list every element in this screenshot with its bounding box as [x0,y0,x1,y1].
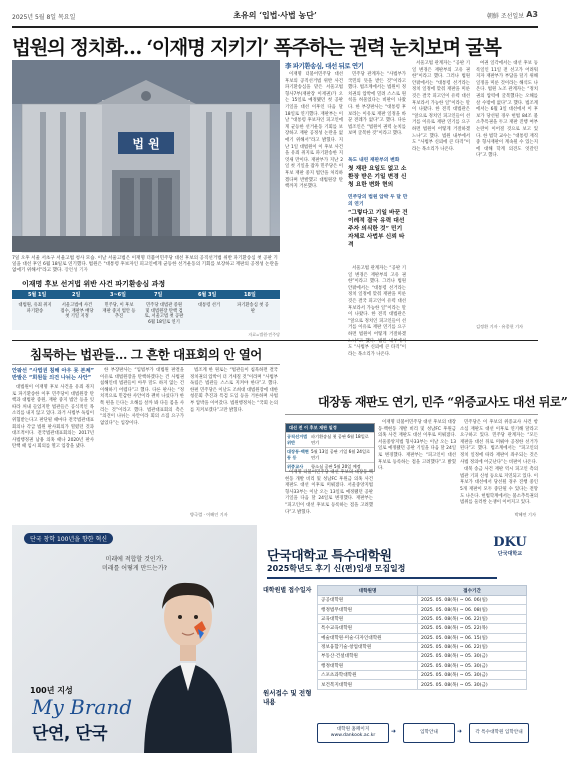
trial-status: 파기환송심 첫 공판 6월 18일로 연기 [311,434,369,445]
table-header: 접수기간 [418,586,527,596]
table-cell: 2025. 05. 08(목) ~ 06. 15(일) [418,633,527,642]
ad-slogan: 단연, 단국 [32,724,108,744]
right-story-rule [285,414,538,415]
timeline-date: 6월 3일 [198,292,217,298]
right-story-byline: 박혜연 기자 [514,512,536,517]
issue-date: 2025년 5월 8일 목요일 [12,14,76,21]
timeline-date: 3~6일 [110,292,126,298]
paragraph: 민주당은 이 후보의 위증교사 사건 항소심 재판도 대선 이후로 연기해 달라고 요구하고 있다. 민주당 관계자는 “모든 재판을 대선 뒤로 미뤄야 공정한 선거가 된다”고 했다. 법조계에서는 “피고인의 정치 일정에 따라 재판이 좌우되는 것은 사법 정의에 어긋난다”는 비판이 나온다. [460,420,538,465]
table-row [318,596,527,605]
left-story-byline: 방극렬 · 이해인 기자 [190,512,228,517]
court-building-illustration [12,60,280,252]
arrow-right-icon: ➜ [457,728,463,735]
page-header [12,8,538,22]
ad-info-panel [257,525,538,753]
timeline-source: 자료=법원·민주당 [248,332,280,337]
photo-caption-text: 7일 오후 서울 서초구 서울고법 청사 모습. 이날 서울고법은 이재명 더불어민주당 대선 후보의 공직선거법 위반 파기환송심 첫 공판 기일을 대선 후인 6월 18일로 연기했다. 법원은 "대통령 후보자인 피고인에게 균등한 선거운동의 기회를 보장하고 재판의 공정성 논란을 없애기 위해서"라고 했다. [12,256,279,273]
ad-brand-script: My Brand [32,695,132,719]
left-story-col-3 [190,368,278,510]
trial-name: 대장동·백현동 등 [287,449,309,460]
ad-tagline: 단국 창학 100년을 향한 혁신 [24,533,113,544]
admission-schedule-table [317,585,527,690]
timeline-title: 이재명 후보 선거법 위반 사건 파기환송심 과정 [22,280,166,288]
right-story-col-3 [460,420,538,512]
paragraph: 서울고법 관계자는 “공판 기일 변경은 재판부의 고유 권한”이라고 했다. 그러나 법원 안팎에서는 “대통령 선거라는 정치 일정에 맞춰 재판을 미룬 것은 결국 피고인이 유력 대선 후보라서 가능한 일”이라는 말이 나왔다. 한 전직 대법관은 “앞으로 정치인 피고인들이 선거를 이유로 재판 연기를 요구하면 법원이 어떻게 거절하겠느냐”고 했다. 법원 내부에서도 “사법부 신뢰에 큰 타격”이라는 목소리가 나온다. [348,266,406,357]
ad-quote-line: 미래에 적합할 것인가. [105,556,164,563]
table-cell: 스포츠과학대학원 [318,671,418,680]
right-top-col-3 [412,61,470,332]
right-story-col-1b [285,470,373,518]
paragraph: 이재명 더불어민주당 대선 후보의 대장동·백현동 개발 비리 및 성남FC 후원금 의혹 사건 재판도 대선 이후로 미뤄졌다. 서울중앙지법 형사33부는 이날 오는 13일로 예정됐던 공판 기일을 다음 달 24일로 변경했다. 재판부는 “피고인이 대선 후보로 등록하는 점을 고려했다”고 밝혔다. [378,420,456,472]
trial-schedule-box [285,423,375,472]
table-cell: 정보융합기술·창업대학원 [318,642,418,651]
ad-quote-line: 미래를 어떻게 만드는가? [102,565,167,572]
paragraph: 서울고법 관계자는 “공판 기일 변경은 재판부의 고유 권한”이라고 했다. 그러나 법원 안팎에서는 “대통령 선거라는 정치 일정에 맞춰 재판을 미룬 것은 결국 피고인이 유력 대선 후보라서 가능한 일”이라는 말이 나왔다. 한 전직 대법관은 “앞으로 정치인 피고인들이 선거를 이유로 재판 연기를 요구하면 법원이 어떻게 거절하겠느냐”고 했다. 법원 내부에서도 “사법부 신뢰에 큰 타격”이라는 목소리가 나온다. [412,61,470,152]
paragraph: 대법원이 이재명 후보 사건을 유죄 취지로 파기환송한 이후 민주당이 대법원장 탄핵과 대법관 증원, 재판 중지 법안 등을 잇따라 꺼내 들었지만 법관들은 공식적인 목소리를 내지 않고 있다. 과거 사법부 독립이 위협받는다고 판단될 때마다 전국법관대표회의나 각급 법원 판사회의가 열렸던 것과 대조적이다. 전국법관대표회의는 2017년 사법행정권 남용 의혹 때나 2020년 판사 탄핵 때 임시 회의를 열고 입장을 냈다. [12,385,94,450]
left-story-lead: 안팎선 “사법권 침해 아우 못 본체” 반발은 “희원들 의견 나뉘는 사안” [12,368,94,381]
table-cell: 보건복지대학원 [318,680,418,689]
left-story-col-2 [100,368,184,518]
table-cell: 2025. 05. 08(목) ~ 06. 06(일) [418,596,527,605]
pull-quote-2: “그렇다고 기일 바꾼 건 이례적 결국 유력 대선주자 의식한 것” 민기 자체로 사법부 신뢰 타격 [348,210,408,248]
header-rule [12,26,538,28]
ad-title: 단국대학교 특수대학원 [267,549,392,564]
table-row [318,624,527,633]
table-row [318,614,527,623]
paragraph: 민주당 관계자는 “사법부가 국민의 뜻을 받든 것”이라고 했다. 법조계에서는 법원이 정치권의 압박에 밀려 스스로 원칙을 허물었다는 비판이 나왔다. 한 부장판사는 “대통령 후보라는 이유로 재판 일정을 바꾼 전례가 없다”고 했다. 다른 법조인은 “법원이 권력 눈치를 보며 굴복한 것”이라고 했다. [348,72,406,137]
ad-divider [267,577,497,579]
paragraph: 이재명 더불어민주당 대선 후보의 공직선거법 위반 사건 파기환송심을 맡은 서울고법 형사7부(재판장 이재권)가 오는 15일로 예정됐던 첫 공판 기일을 대선 이후인 다음 달 18일로 연기했다. 재판부는 이날 “대통령 후보자인 피고인에게 균등한 선거운동 기회를 보장하고 재판 공정성 논란을 없애기 위해서”라고 밝혔다. 지난 1일 대법원이 이 후보 사건을 유죄 취지로 파기환송한 지 엿새 만이다. 재판부가 지난 2일 첫 기일을 잡자 민주당은 이 후보 재판 중지 법안을 처리하겠다며 반발했고 대법원장 탄핵까지 거론했다. [285,72,343,190]
section-title: 초유의 ‘입법·사법 농단’ [233,10,317,20]
main-headline: 법원의 정치화… ‘이재명 지키기’ 폭주하는 권력 눈치보며 굴복 [12,36,501,59]
table-row [318,605,527,614]
table-cell: 특수교육대학원 [318,624,418,633]
right-story-headline: 대장동 재판도 연기, 민주 “위증교사도 대선 뒤로” [318,395,567,409]
trial-schedule-title: 대선 전 이 후보 재판 일정 [286,424,374,432]
timeline-events [12,300,280,330]
apply-steps [317,721,529,745]
table-cell: 2025. 05. 08(목) ~ 05. 30(금) [418,652,527,661]
dku-logo-name: 단국대학교 [497,551,523,557]
paragraph: 대북 송금 사건 재판 역시 피고인 측의 법관 기피 신청 등으로 지연되고 있다. 이 후보가 대선에서 당선될 경우 진행 중인 5개 재판이 모두 중단될 수 있다는 전망도 나온다. 헌법학계에서는 불소추특권의 범위를 둘러싼 논쟁이 이어지고 있다. [460,467,538,506]
apply-step-admission[interactable]: 입학안내 [403,723,455,743]
right-story-col-2 [378,420,456,518]
ad-model-illustration [140,571,236,753]
timeline-event: 서울고법에 사건 접수, 재판부 배당 첫 기일 지정 [60,303,94,319]
table-row [318,671,527,680]
table-row [318,633,527,642]
timeline-date-bar [12,290,280,299]
pull-subhead-2: 민주당의 법원 압박 두 달 만의 연기 [348,195,408,207]
paragraph: 이재명 더불어민주당 대선 후보의 대장동·백현동 개발 비리 및 성남FC 후원금 의혹 사건 재판도 대선 이후로 미뤄졌다. 서울중앙지법 형사33부는 이날 오는 13일로 예정됐던 공판 기일을 다음 달 24일로 변경했다. 재판부는 “피고인이 대선 후보로 등록하는 점을 고려했다”고 밝혔다. [285,470,373,515]
table-row [318,652,527,661]
table-cell: 교육대학원 [318,614,418,623]
trial-status: 5월 13일 공판 기일 6월 24일로 연기 [311,449,371,460]
table-cell: 행정대학원 [318,661,418,670]
left-story-headline: 침묵하는 법관들… 그 흔한 대표회의 안 열어 [30,347,262,362]
table-cell: 2025. 05. 08(목) ~ 06. 22(일) [418,614,527,623]
left-story-col-1 [12,368,94,518]
table-cell: 2025. 05. 08(목) ~ 05. 30(금) [418,680,527,689]
right-top-byline: 김정환 기자 · 유종헌 기자 [476,324,524,329]
paragraph: 법조계 한 원로는 “법관들이 침묵하면 결국 정치권의 압박이 더 거세질 것”이라며 “사법부 독립은 법관들 스스로 지켜야 한다”고 했다. 한편 민주당은 이날도 조희대 대법원장에 대한 청문회 추진과 특검 도입 등을 거론하며 사법부 압박을 이어갔다. 법원행정처는 “국회 논의를 지켜보겠다”고만 밝혔다. [190,368,278,413]
university-advertisement[interactable] [12,525,538,753]
table-cell: 공공대학원 [318,596,418,605]
trial-schedule-row [286,447,374,462]
paragraph: 여권 일각에서는 대선 후보 등록일인 11일 전 선고가 어려워지자 재판부가 부담을 덜기 위해 일정을 미룬 것이라는 해석도 나온다. 법원 노조 관계자는 “정치권의 압력에 굴복했다는 오해를 살 수밖에 없다”고 했다. 법조계에서는 6월 3일 대선에서 이 후보가 당선될 경우 헌법 84조 불소추특권을 두고 재판 진행 여부 논란이 이어질 것으로 보고 있다. 한 법학 교수는 “대통령 재직 중 형사재판이 계속될 수 있는지에 대해 학계 의견도 엇갈린다”고 했다. [476,61,538,159]
timeline-event: 대법원, 유죄 취지 파기환송 [18,303,52,314]
pull-subhead-1: 독도 내린 재판부의 변화 [348,158,400,163]
trial-name: 위증교사 [287,464,304,469]
left-story-rule [12,364,280,365]
right-top-col-2 [348,72,406,154]
dku-logo-mark: DKU [493,535,527,550]
pull-quote-block [348,156,408,256]
right-top-col-4 [476,61,538,321]
table-header-row [318,586,527,596]
ad-centennial: 100년 지성 [30,686,73,695]
timeline-date: 5월 1일 [28,292,47,298]
apply-step-graduate[interactable]: 각 특수대학원 입학안내 [469,723,529,743]
trial-schedule-row [286,432,374,447]
arrow-right-icon: ➜ [391,728,397,735]
right-top-col-1 [285,72,343,330]
apply-step-homepage[interactable]: 대학원 홈페이지 www.dankook.ac.kr [317,723,389,743]
trial-status: 항소심 공판 5월 20일 예정 [311,464,361,469]
ad-period-label: 대학원별 접수일자 [263,587,312,594]
court-building-photo [12,60,280,252]
photo-credit: 장련성 기자 [64,268,88,273]
right-top-kicker: 李 파기환송심, 대선 뒤로 연기 [285,62,364,70]
right-top-col-2b [348,266,406,357]
table-header: 대학원명 [318,586,418,596]
table-row [318,642,527,651]
paragraph: 한 부장판사는 “입법부가 대법원 판결을 이유로 대법원장을 탄핵하겠다는 건 사법권 침해인데 법관들이 아무 말도 하지 않는 건 이해하기 어렵다”고 했다. 다른 판사는 “정치적으로 민감한 사안이라 괜히 나섰다가 한쪽 편을 든다는 오해를 살까 봐 다들 몸을 사리는 것”이라고 했다. 법관대표회의 측은 “의견이 나뉘는 사안이라 회의 소집 요구가 없었다”는 입장이다. [100,368,184,426]
timeline-date: 2일 [72,292,81,298]
page-number: A3 [526,10,538,19]
timeline-date: 18일 [244,292,256,298]
table-cell: 부동산·건설대학원 [318,652,418,661]
table-cell: 2025. 05. 08(목) ~ 05. 22(목) [418,624,527,633]
table-cell: 2025. 05. 08(목) ~ 06. 22(일) [418,642,527,651]
table-cell: 2025. 05. 08(목) ~ 06. 08(일) [418,605,527,614]
section-rule [12,340,538,341]
trial-name: 공직선거법 위반 [287,434,308,445]
ad-visual-panel [12,525,257,753]
photo-caption [12,256,280,274]
timeline-event: 대통령 선거 [197,303,221,308]
table-cell: 2025. 05. 08(목) ~ 05. 30(금) [418,661,527,670]
table-cell: 2025. 05. 08(목) ~ 05. 30(금) [418,671,527,680]
table-cell: 예술대학원·미술·디자인대학원 [318,633,418,642]
court-sign-text: 법 원 [132,137,160,151]
table-cell: 행정법무대학원 [318,605,418,614]
timeline-event: 민주당 대법관 증원 및 대법원장 탄핵 검토, 서울고법 첫 공판 6월 18일로 연기 [144,303,184,325]
ad-apply-label: 원서접수 및 전형내용 [263,689,312,706]
publisher-name: 朝鮮 조선일보 [486,13,524,20]
table-row [318,680,527,689]
timeline-event: 파기환송심 첫 공판 [237,303,269,314]
pull-quote-1: 첫 재판 요일도 없고 소환장 받은 기일 변경 신청 요한 변화 현의 [348,166,407,188]
timeline-date: 7일 [154,292,163,298]
timeline-event: 민주당, 이 후보 재판 중지 법안 등 추진 [102,303,136,319]
dku-logo [492,535,528,557]
table-row [318,661,527,670]
ad-subtitle: 2025학년도 후기 신(편)입생 모집일정 [267,564,406,573]
